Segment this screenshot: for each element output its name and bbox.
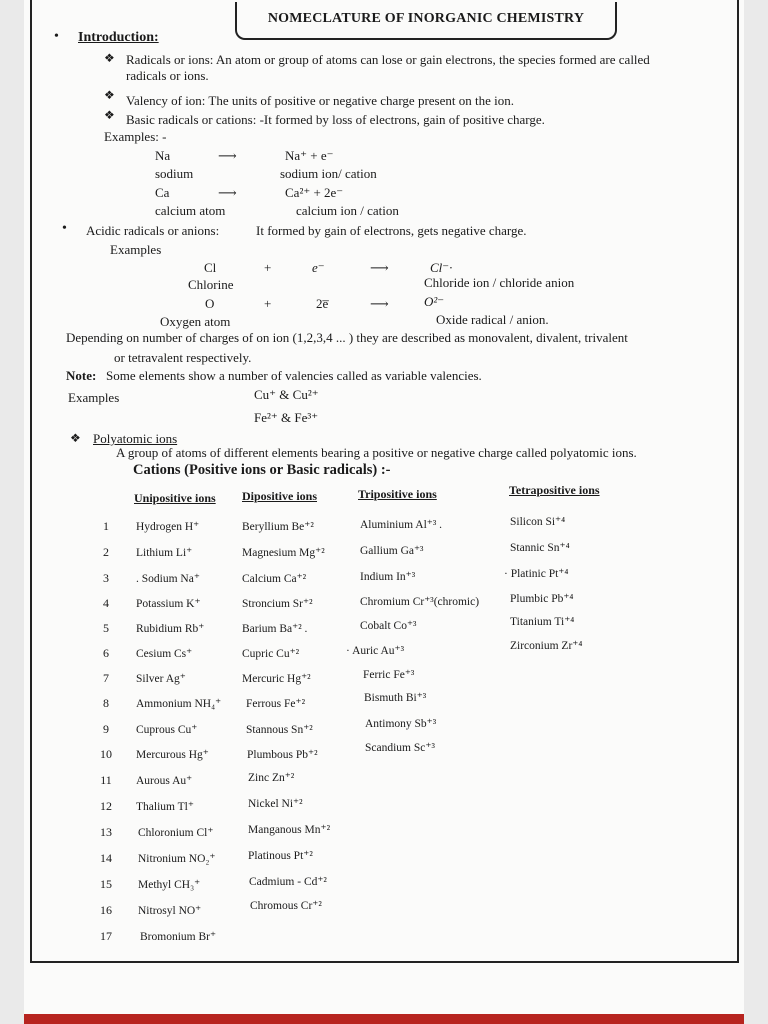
unipositive-ion: Mercurous Hg⁺ — [136, 749, 209, 761]
table-row — [0, 718, 720, 742]
note-text: Some elements show a number of valencies called as variable valencies. — [106, 368, 482, 383]
tripositive-ion: Bismuth Bi⁺³ — [364, 692, 427, 704]
unipositive-ion: Cuprous Cu⁺ — [136, 724, 198, 736]
table-row — [0, 516, 720, 539]
table-row — [0, 616, 720, 641]
plus-sign: + — [264, 296, 272, 311]
tripositive-ion: Gallium Ga⁺³ — [360, 545, 424, 557]
row-number: 9 — [103, 722, 109, 736]
depend-line1: Depending on number of charges of on ion (1,2,3,4 ... ) they are described as monovalent, divalent, trivalent — [66, 330, 628, 345]
unipositive-ion: Chloronium Cl⁺ — [138, 827, 214, 839]
unipositive-ion: Methyl CH₃⁺ — [138, 879, 201, 891]
acidic-desc: It formed by gain of electrons, gets negative charge. — [256, 223, 527, 238]
example-sodium-ion: sodium ion/ cation — [280, 166, 377, 181]
tripositive-ion: Ferric Fe⁺³ — [363, 669, 415, 681]
dipositive-ion: Zinc Zn⁺² — [248, 772, 295, 784]
poly-desc: A group of atoms of different elements bearing a positive or negative charge called polyatomic ions. — [116, 445, 637, 460]
row-number: 14 — [100, 851, 112, 865]
reaction1-electron: e⁻ — [312, 260, 325, 275]
table-row — [0, 877, 720, 897]
reaction1-product-name: Chloride ion / chloride anion — [424, 275, 575, 290]
tetrapositive-ion: Zirconium Zr⁺⁴ — [510, 640, 583, 652]
dipositive-ion: Barium Ba⁺² . — [242, 623, 308, 635]
title-box — [235, 2, 617, 40]
reaction1-product: Cl⁻· — [430, 260, 453, 275]
dipositive-ion: Plumbous Pb⁺² — [247, 749, 318, 761]
row-number: 7 — [103, 671, 109, 685]
row-number: 15 — [100, 877, 112, 891]
table-row — [0, 742, 720, 767]
row-number: 17 — [100, 929, 112, 943]
tripositive-ion: Cobalt Co⁺³ — [360, 620, 417, 632]
dipositive-ion: Stannous Sn⁺² — [246, 724, 313, 736]
header-dipositive: Dipositive ions — [242, 489, 318, 503]
intro-p1-line1: Radicals or ions: An atom or group of atoms can lose or gain electrons, the species formed are called — [126, 52, 650, 67]
reaction1-reactant-name: Chlorine — [188, 277, 234, 292]
table-row — [0, 773, 720, 793]
row-number: 8 — [103, 696, 109, 710]
row-number: 3 — [103, 571, 109, 585]
row-number: 2 — [103, 545, 109, 559]
row-number: 11 — [100, 773, 112, 787]
dipositive-ion: Mercuric Hg⁺² — [242, 673, 311, 685]
tripositive-ion: · Auric Au⁺³ — [346, 645, 405, 657]
example-ca: Ca — [155, 185, 170, 200]
examples-label: Examples: - — [104, 129, 167, 144]
intro-p1-line2: radicals or ions. — [126, 68, 209, 83]
page-border-right — [737, 0, 739, 962]
unipositive-ion: Potassium K⁺ — [136, 598, 201, 610]
reaction2-electrons: 2e̅ — [316, 296, 329, 311]
row-number: 13 — [100, 825, 112, 839]
reaction2-product-name: Oxide radical / anion. — [436, 312, 549, 327]
unipositive-ion: Rubidium Rb⁺ — [136, 623, 205, 635]
examples2-label: Examples — [68, 390, 120, 405]
unipositive-ion: Cesium Cs⁺ — [136, 648, 193, 660]
intro-p2: Valency of ion: The units of positive or negative charge present on the ion. — [126, 93, 514, 108]
dipositive-ion: Ferrous Fe⁺² — [246, 698, 306, 710]
row-number: 16 — [100, 903, 112, 917]
dipositive-ion: Nickel Ni⁺² — [248, 798, 303, 810]
row-number: 12 — [100, 799, 112, 813]
reaction2-product: O²⁻ — [424, 294, 445, 309]
reaction-arrow: ⟶ — [370, 296, 389, 311]
acidic-label: Acidic radicals or anions: — [86, 223, 220, 238]
tetrapositive-ion: Silicon Si⁺⁴ — [510, 516, 566, 528]
tripositive-ion: Indium In⁺³ — [360, 571, 416, 583]
note-label: Note: — [66, 368, 97, 383]
reaction-arrow: ⟶ — [370, 260, 389, 275]
cations-heading: Cations (Positive ions or Basic radicals) :- — [133, 462, 391, 478]
reaction-arrow: ⟶ — [218, 148, 237, 163]
table-row — [0, 640, 720, 666]
header-tetrapositive: Tetrapositive ions — [509, 483, 600, 497]
table-row — [0, 900, 720, 923]
plus-sign: + — [264, 260, 272, 275]
diamond-bullet-icon: ❖ — [104, 88, 115, 102]
tripositive-ion: Chromium Cr⁺³(chromic) — [360, 596, 480, 608]
dipositive-ion: Calcium Ca⁺² — [242, 573, 307, 585]
bottom-edge-strip — [24, 1014, 744, 1024]
row-number: 10 — [100, 747, 112, 761]
reaction2-reactant: O — [205, 296, 215, 311]
unipositive-ion: Bromonium Br⁺ — [140, 931, 217, 943]
diamond-bullet-icon: ❖ — [104, 108, 115, 122]
row-number: 1 — [103, 519, 109, 533]
unipositive-ion: Thalium Tl⁺ — [136, 801, 194, 813]
tripositive-ion: Antimony Sb⁺³ — [365, 718, 437, 730]
table-row — [0, 825, 720, 845]
dipositive-ion: Cupric Cu⁺² — [242, 648, 300, 660]
bullet-dot: • — [54, 29, 59, 44]
tripositive-ion: Scandium Sc⁺³ — [365, 742, 435, 754]
tripositive-ion: Aluminium Al⁺³ . — [360, 519, 443, 531]
reaction-arrow: ⟶ — [218, 185, 237, 200]
tetrapositive-ion: Stannic Sn⁺⁴ — [510, 542, 570, 554]
table-row — [0, 593, 720, 616]
tetrapositive-ion: Plumbic Pb⁺⁴ — [510, 593, 574, 605]
example-na-ion: Na⁺ + e⁻ — [285, 148, 334, 163]
example-ca-ion: Ca²⁺ + 2e⁻ — [285, 185, 344, 200]
example-calcium-ion: calcium ion / cation — [296, 203, 399, 218]
dipositive-ion: Platinous Pt⁺² — [248, 850, 313, 862]
table-row — [0, 542, 720, 565]
dipositive-ion: Manganous Mn⁺² — [248, 824, 331, 836]
bullet-dot: • — [62, 221, 67, 236]
table-row — [0, 929, 720, 949]
row-number: 6 — [103, 646, 109, 660]
unipositive-ion: Nitrosyl NO⁺ — [138, 905, 202, 917]
header-unipositive: Unipositive ions — [134, 491, 216, 505]
example-na: Na — [155, 148, 171, 163]
reaction2-reactant-name: Oxygen atom — [160, 314, 231, 329]
tetrapositive-ion: Titanium Ti⁺⁴ — [510, 616, 575, 628]
dipositive-ion: Magnesium Mg⁺² — [242, 547, 325, 559]
poly-heading: Polyatomic ions — [93, 431, 178, 446]
dipositive-ion: Stroncium Sr⁺² — [242, 598, 313, 610]
diamond-bullet-icon: ❖ — [70, 431, 81, 445]
reaction1-reactant: Cl — [204, 260, 217, 275]
table-row — [0, 671, 720, 691]
row-number: 4 — [103, 596, 109, 610]
table-row — [0, 692, 720, 716]
table-row — [0, 799, 720, 819]
variable-valency-iron: Fe²⁺ & Fe³⁺ — [254, 410, 319, 425]
page-border-bottom — [30, 961, 739, 963]
table-row — [0, 851, 720, 871]
dipositive-ion: Cadmium - Cd⁺² — [249, 876, 327, 888]
example-calcium: calcium atom — [155, 203, 226, 218]
unipositive-ion: Aurous Au⁺ — [136, 775, 193, 787]
diamond-bullet-icon: ❖ — [104, 51, 115, 65]
intro-heading: Introduction: — [78, 30, 159, 45]
acidic-examples-label: Examples — [110, 242, 162, 257]
unipositive-ion: Nitronium NO₂⁺ — [138, 853, 216, 865]
example-sodium: sodium — [155, 166, 194, 181]
unipositive-ion: Silver Ag⁺ — [136, 673, 186, 685]
variable-valency-copper: Cu⁺ & Cu²⁺ — [254, 387, 319, 402]
unipositive-ion: Hydrogen H⁺ — [136, 521, 200, 533]
dipositive-ion: Chromous Cr⁺² — [250, 900, 322, 912]
depend-line2: or tetravalent respectively. — [114, 350, 252, 365]
page-title: NOMECLATURE OF INORGANIC CHEMISTRY — [267, 11, 585, 26]
intro-p3: Basic radicals or cations: -It formed by loss of electrons, gain of positive charge. — [126, 112, 545, 127]
unipositive-ion: Lithium Li⁺ — [136, 547, 193, 559]
unipositive-ion: Ammonium NH₄⁺ — [136, 698, 222, 710]
header-tripositive: Tripositive ions — [358, 487, 437, 501]
unipositive-ion: . Sodium Na⁺ — [136, 573, 200, 585]
row-number: 5 — [103, 621, 109, 635]
tetrapositive-ion: · Platinic Pt⁺⁴ — [504, 568, 569, 580]
dipositive-ion: Beryllium Be⁺² — [242, 521, 314, 533]
table-row — [0, 568, 720, 591]
